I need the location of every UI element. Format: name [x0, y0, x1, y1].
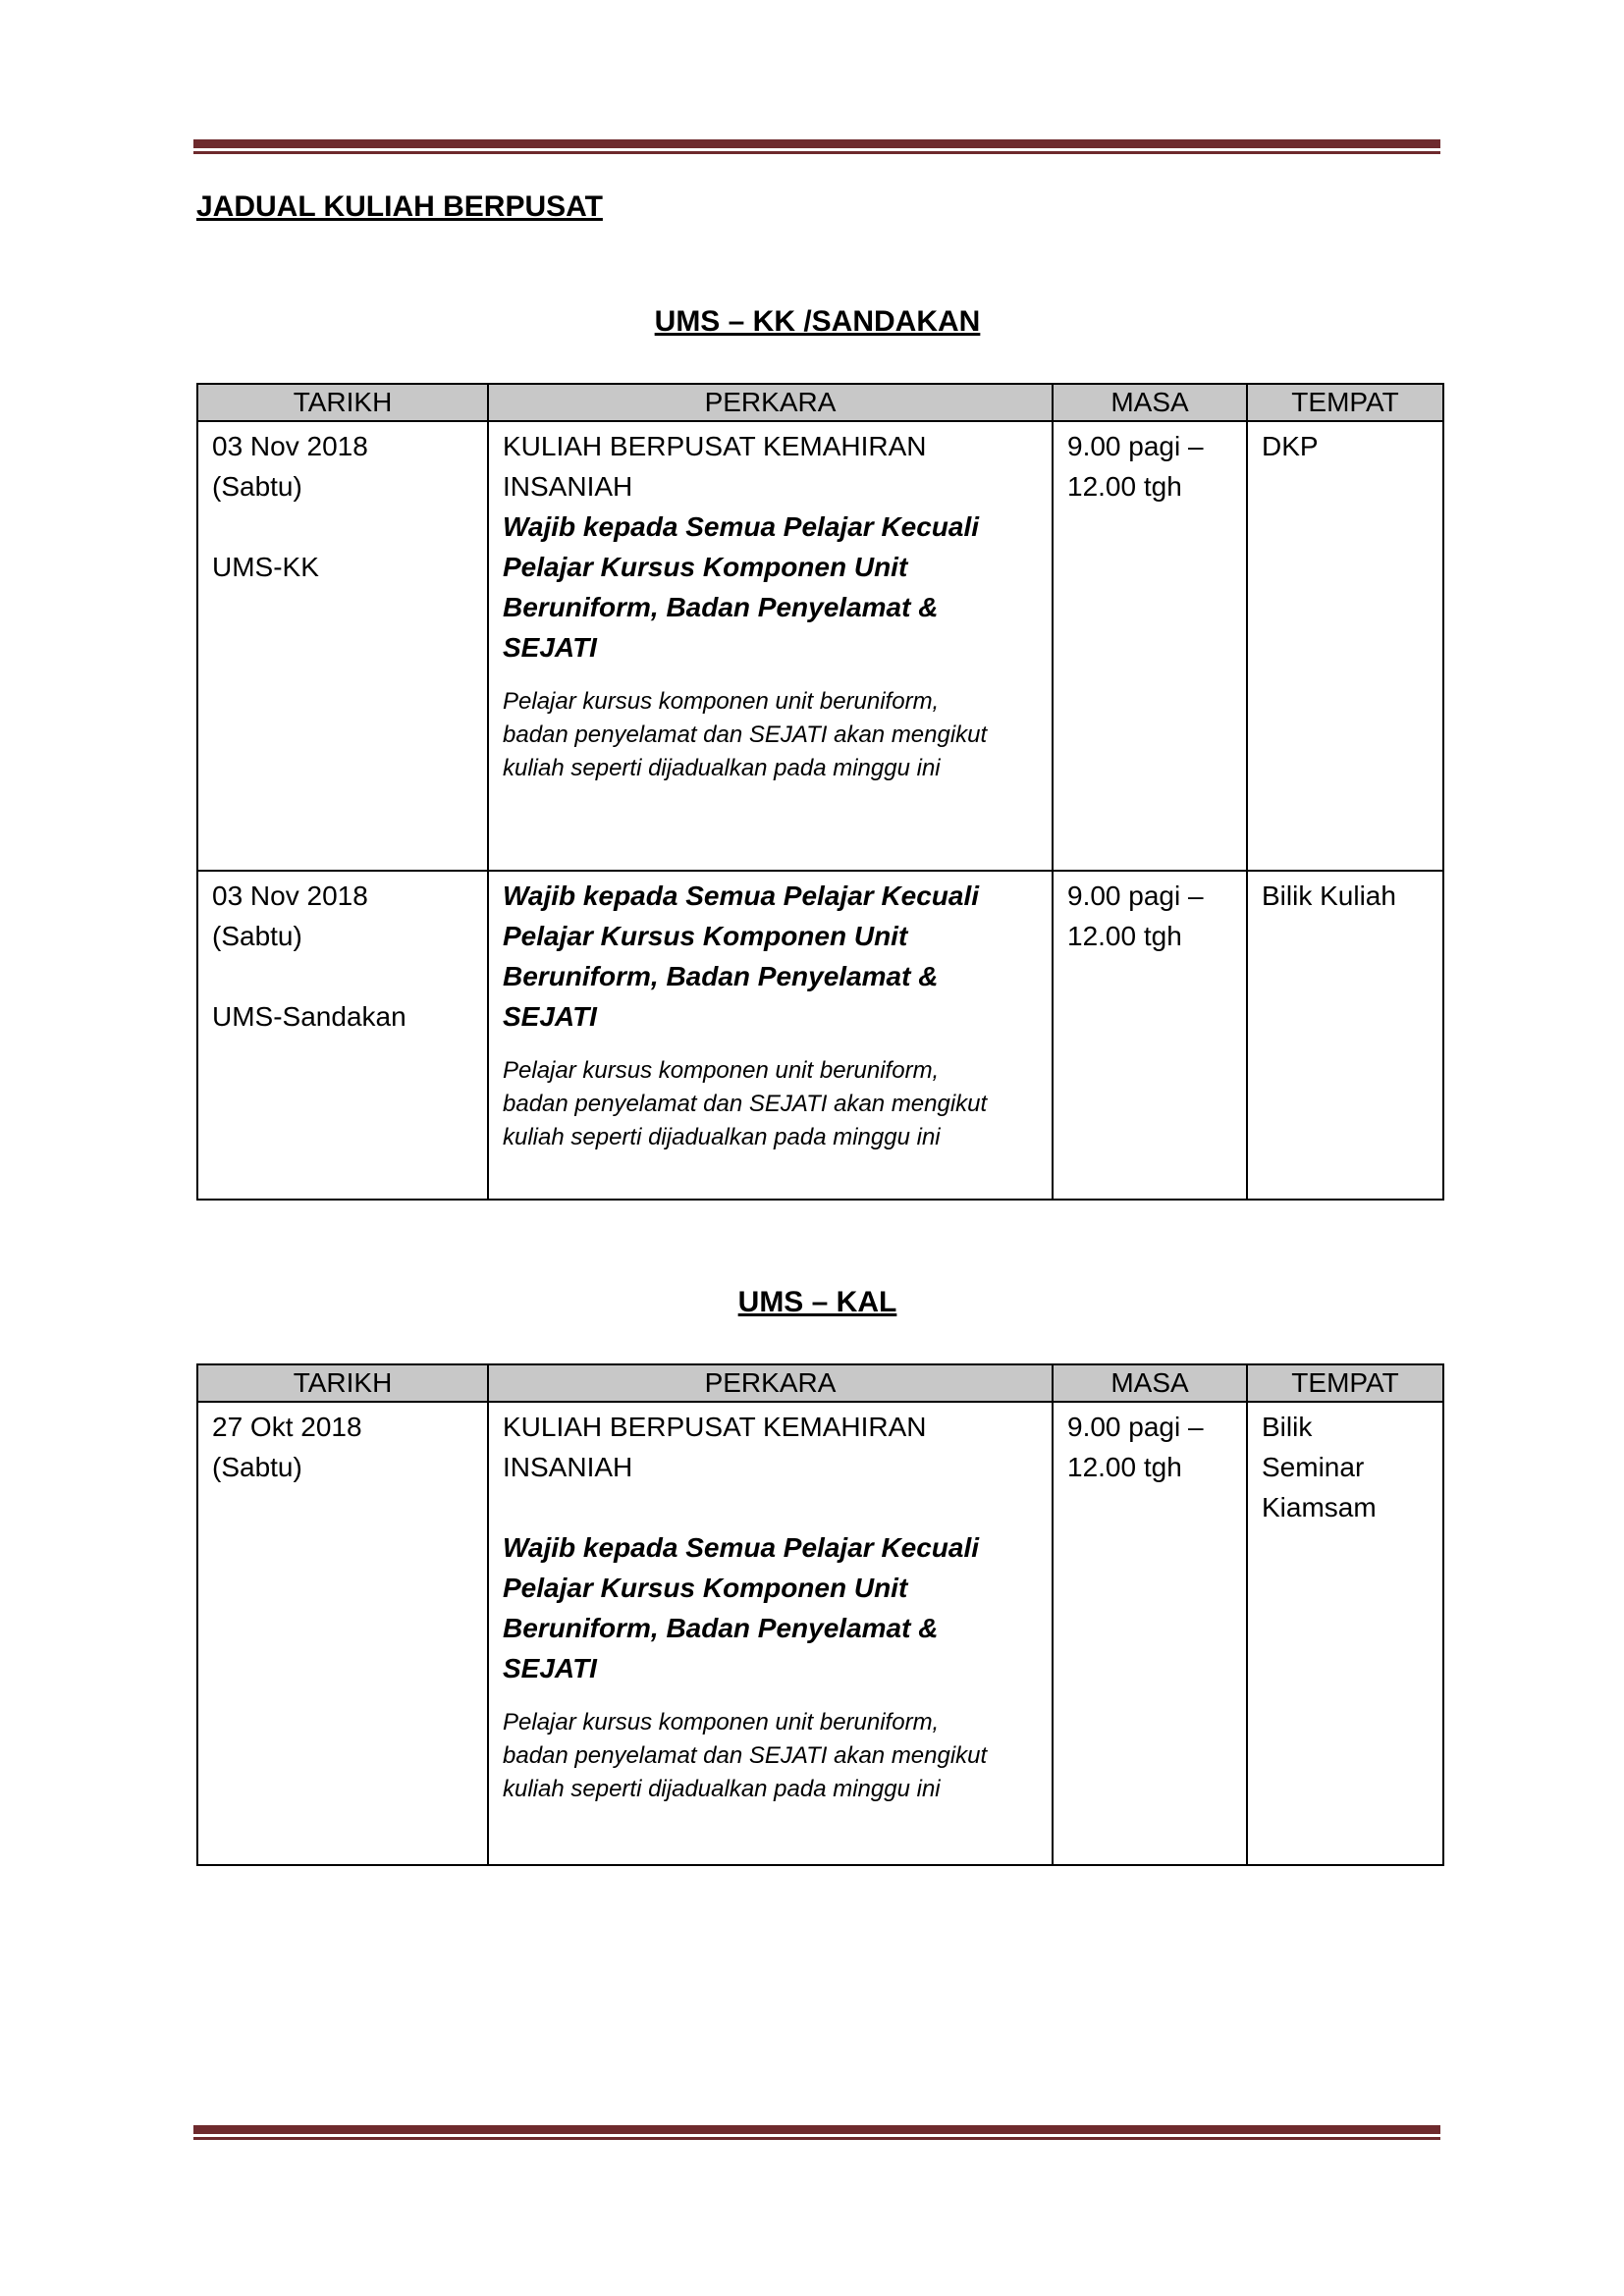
table-row [197, 1402, 1443, 1865]
mandatory-line: Pelajar Kursus Komponen Unit [503, 921, 908, 951]
note-line: Pelajar kursus komponen unit beruniform, [503, 688, 940, 715]
note-text [503, 685, 1038, 785]
cell-tempat [1247, 421, 1443, 871]
note-line: badan penyelamat dan SEJATI akan mengikut [503, 1091, 988, 1117]
time-end: 12.00 tgh [1067, 471, 1182, 502]
table-header-row [197, 384, 1443, 421]
date: 03 Nov 2018 [212, 431, 368, 461]
note-text [503, 1706, 1038, 1806]
document-title: JADUAL KULIAH BERPUSAT [196, 190, 603, 223]
cell-tarikh [197, 871, 488, 1200]
table-row [197, 421, 1443, 871]
date: 03 Nov 2018 [212, 881, 368, 911]
day: (Sabtu) [212, 471, 302, 502]
table-header-row [197, 1364, 1443, 1402]
place: Bilik Kuliah [1262, 881, 1396, 911]
column-header-masa: MASA [1053, 384, 1247, 421]
cell-masa [1053, 1402, 1247, 1865]
mandatory-line: SEJATI [503, 632, 597, 663]
cell-masa [1053, 421, 1247, 871]
footer-rule [193, 2125, 1440, 2140]
mandatory-line: SEJATI [503, 1653, 597, 1683]
cell-tempat [1247, 871, 1443, 1200]
campus: UMS-Sandakan [212, 1001, 406, 1032]
place-line: Kiamsam [1262, 1492, 1377, 1522]
lecture-heading: KULIAH BERPUSAT KEMAHIRAN [503, 431, 927, 461]
mandatory-line: Pelajar Kursus Komponen Unit [503, 552, 908, 582]
lecture-heading-cont: INSANIAH [503, 1452, 633, 1482]
place-line: Seminar [1262, 1452, 1365, 1482]
day: (Sabtu) [212, 1452, 302, 1482]
cell-perkara [488, 871, 1053, 1200]
time-start: 9.00 pagi – [1067, 1412, 1204, 1442]
mandatory-line: Beruniform, Badan Penyelamat & [503, 961, 939, 991]
header-rule [193, 139, 1440, 154]
cell-tarikh [197, 421, 488, 871]
mandatory-line: Wajib kepada Semua Pelajar Kecuali [503, 1532, 980, 1563]
note-line: Pelajar kursus komponen unit beruniform, [503, 1709, 940, 1735]
lecture-heading-cont: INSANIAH [503, 471, 633, 502]
mandatory-line: Beruniform, Badan Penyelamat & [503, 1613, 939, 1643]
schedule-table-kk-sandakan [196, 383, 1444, 1201]
mandatory-line: Wajib kepada Semua Pelajar Kecuali [503, 511, 980, 542]
column-header-tarikh: TARIKH [197, 1364, 488, 1402]
cell-tempat [1247, 1402, 1443, 1865]
place-line: Bilik [1262, 1412, 1313, 1442]
note-line: kuliah seperti dijadualkan pada minggu ini [503, 755, 941, 781]
note-text [503, 1054, 1038, 1154]
mandatory-line: SEJATI [503, 1001, 597, 1032]
time-start: 9.00 pagi – [1067, 881, 1204, 911]
column-header-tempat: TEMPAT [1247, 1364, 1443, 1402]
mandatory-line: Pelajar Kursus Komponen Unit [503, 1573, 908, 1603]
time-start: 9.00 pagi – [1067, 431, 1204, 461]
section-title-kk-sandakan: UMS – KK /SANDAKAN [654, 305, 981, 338]
campus: UMS-KK [212, 552, 319, 582]
date: 27 Okt 2018 [212, 1412, 362, 1442]
note-line: badan penyelamat dan SEJATI akan mengikut [503, 1742, 988, 1769]
table-row [197, 871, 1443, 1200]
time-end: 12.00 tgh [1067, 921, 1182, 951]
mandatory-text [503, 876, 1038, 1037]
column-header-tarikh: TARIKH [197, 384, 488, 421]
section-title-kal: UMS – KAL [737, 1286, 897, 1318]
note-line: Pelajar kursus komponen unit beruniform, [503, 1057, 940, 1084]
cell-tarikh [197, 1402, 488, 1865]
mandatory-text [503, 1527, 1038, 1688]
column-header-tempat: TEMPAT [1247, 384, 1443, 421]
schedule-table-kal [196, 1363, 1444, 1866]
note-line: kuliah seperti dijadualkan pada minggu ini [503, 1124, 941, 1150]
mandatory-text [503, 507, 1038, 667]
cell-masa [1053, 871, 1247, 1200]
column-header-perkara: PERKARA [488, 1364, 1053, 1402]
mandatory-line: Wajib kepada Semua Pelajar Kecuali [503, 881, 980, 911]
note-line: badan penyelamat dan SEJATI akan mengikut [503, 721, 988, 748]
place: DKP [1262, 431, 1319, 461]
mandatory-line: Beruniform, Badan Penyelamat & [503, 592, 939, 622]
note-line: kuliah seperti dijadualkan pada minggu ini [503, 1776, 941, 1802]
lecture-heading: KULIAH BERPUSAT KEMAHIRAN [503, 1412, 927, 1442]
day: (Sabtu) [212, 921, 302, 951]
cell-perkara [488, 421, 1053, 871]
time-end: 12.00 tgh [1067, 1452, 1182, 1482]
column-header-masa: MASA [1053, 1364, 1247, 1402]
cell-perkara [488, 1402, 1053, 1865]
column-header-perkara: PERKARA [488, 384, 1053, 421]
